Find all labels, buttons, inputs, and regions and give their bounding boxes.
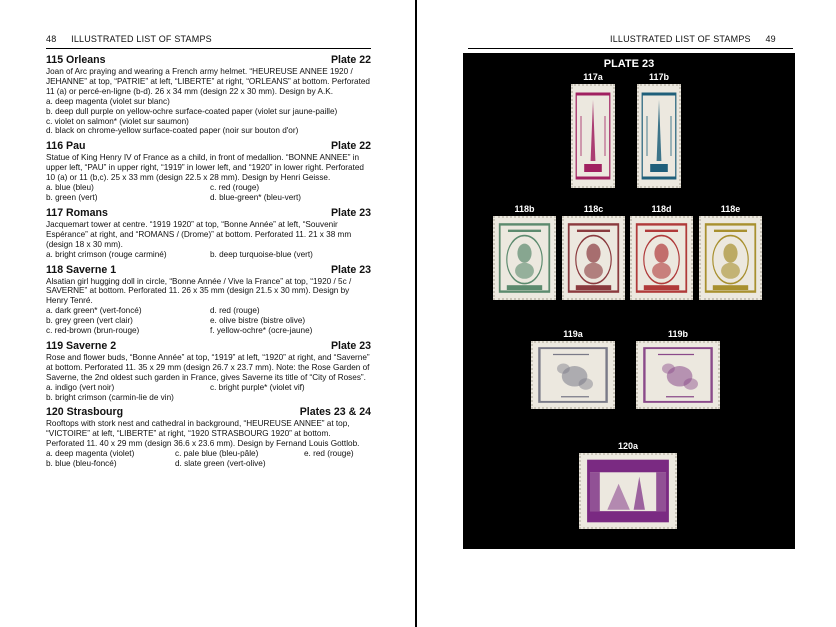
variety-item: a. bright crimson (rouge carminé) [46, 249, 167, 259]
entry-description: Joan of Arc praying and wearing a French army helmet. “HEUREUSE ANNEE 1920 / JEHANNE” at top, “PATRIE” at left, “LIBERTE” at right, “ORLEANS” at bottom. Perforated 11 (a) or percé-en-ligne (b-d). 26 x 34 mm (design 22 x 30 mm). Design by A.K. [46, 67, 370, 96]
entry-description: Jacquemart tower at centre. “1919 1920” at top, “Bonne Année” at left, “Souvenir Espérance” at right, and “ROMANS / (Drome)” at bottom. Perforated 11. 21 x 38 mm (design 18 x 30 mm). [46, 219, 352, 249]
right-running-title: ILLUSTRATED LIST OF STAMPS [610, 34, 751, 44]
right-page-number: 49 [765, 34, 776, 44]
catalogue-entry [46, 140, 371, 203]
variety-item: d. black on chrome-yellow surface-coated paper (noir sur bouton d'or) [46, 126, 299, 136]
variety-list [46, 306, 371, 336]
entry-description: Statue of King Henry IV of France as a child, in front of medallion. “BONNE ANNEE” in upper left, “PAU” in upper right, “1919” in lower left, and “1920” in lower right. Perforated 10 (a) or 11 (b,c). 25 x 33 mm (design 22.5 x 28 mm). Design by Henri Geisse. [46, 153, 364, 183]
variety-item: b. deep dull purple on yellow-ochre surface-coated paper (violet sur jaune-paille) [46, 106, 338, 116]
stamp-image [493, 216, 556, 300]
variety-item: b. bright crimson (carmin-lie de vin) [46, 392, 174, 402]
entry-description: Alsatian girl hugging doll in circle, “Bonne Année / Vive la France” at top, “1920 / 5c / SAVERNE” at bottom. Perforated 11. 26 x 35 mm (design 21.5 x 30 mm). Design by Henry Tenré. [46, 276, 352, 306]
entry-heading [46, 340, 371, 353]
page-spine [415, 0, 417, 627]
variety-item: e. red (rouge) [304, 449, 354, 459]
entry-title: 117 Romans [46, 206, 108, 219]
variety-item: b. grey green (vert clair) [46, 316, 133, 326]
catalogue-entry [46, 406, 371, 469]
stamp-image [579, 453, 677, 529]
entry-heading [46, 207, 371, 220]
stamp-label: 118c [583, 204, 604, 214]
entry-title: 120 Strasbourg [46, 406, 124, 419]
variety-item [304, 459, 371, 469]
right-running-head [610, 34, 776, 44]
entry-title: 115 Orleans [46, 54, 106, 66]
variety-item: c. red (rouge) [210, 183, 260, 193]
stamp-label: 118b [514, 204, 535, 214]
stamp-image [630, 216, 693, 300]
entry-plate: Plate 23 [330, 206, 371, 219]
left-running-head [46, 34, 212, 44]
catalogue-entry [46, 340, 371, 403]
variety-item: b. green (vert) [46, 192, 98, 202]
variety-item: a. deep magenta (violet sur blanc) [46, 96, 170, 106]
variety-item [210, 393, 371, 403]
variety-item: c. red-brown (brun-rouge) [46, 326, 140, 336]
variety-item: e. olive bistre (bistre olive) [210, 316, 306, 326]
left-running-title: ILLUSTRATED LIST OF STAMPS [71, 34, 212, 44]
variety-item: b. deep turquoise-blue (vert) [210, 249, 313, 259]
entry-plate: Plate 23 [330, 339, 371, 352]
variety-item: c. bright purple* (violet vif) [210, 382, 305, 392]
plate-title: PLATE 23 [603, 58, 655, 70]
plate-panel [463, 53, 795, 549]
stamp-label: 117b [648, 72, 670, 82]
variety-item: c. violet on salmon* (violet sur saumon) [46, 116, 189, 126]
stamp-label: 118e [720, 204, 741, 214]
entry-title: 119 Saverne 2 [46, 339, 117, 352]
entry-title: 116 Pau [46, 140, 86, 153]
variety-list [46, 97, 371, 137]
stamp-image [637, 84, 681, 188]
entry-heading [46, 140, 371, 153]
variety-list [46, 250, 371, 260]
entry-heading [46, 264, 371, 277]
entry-heading [46, 54, 371, 67]
entry-description: Rooftops with stork nest and cathedral in background, “HEUREUSE ANNEE” at top, “VICTOIRE” at left, “LIBERTE” at right, “1920 STRASBOURG 1920” at bottom. Perforated 11. 40 x 29 mm (design 36.6 x 23.6 mm). Design by Fernand Louis Gottlob. [46, 419, 360, 449]
variety-item: a. deep magenta (violet) [46, 449, 135, 459]
variety-list [46, 383, 371, 403]
right-header-rule [468, 48, 793, 49]
entry-description: Rose and flower buds, “Bonne Année” at top, “1919” at left, “1920” at right, and “Saverne” at bottom. Perforated 11. 35 x 29 mm (design 26.7 x 23.7 mm). Note: the Rose Garden of Saverne, the 2nd oldest such garden in France, gives Saverne its title of “City of Roses”. [46, 352, 370, 382]
catalogue-entry [46, 264, 371, 336]
variety-item: a. indigo (vert noir) [46, 382, 115, 392]
variety-item: a. blue (bleu) [46, 183, 94, 193]
left-page-number: 48 [46, 34, 57, 44]
stamp-label: 119b [667, 329, 689, 339]
variety-item: d. blue-green* (bleu-vert) [210, 192, 302, 202]
entry-plate: Plate 22 [330, 54, 371, 66]
entry-title: 118 Saverne 1 [46, 263, 117, 276]
left-header-rule [46, 48, 371, 49]
stamp-image [531, 341, 615, 409]
variety-item: b. blue (bleu-foncé) [46, 459, 117, 469]
stamp-list [46, 54, 371, 473]
variety-item: a. dark green* (vert-foncé) [46, 306, 142, 316]
variety-item: c. pale blue (bleu-pâle) [175, 449, 259, 459]
variety-item: d. red (rouge) [210, 306, 260, 316]
stamp-image [562, 216, 625, 300]
variety-item: f. yellow-ochre* (ocre-jaune) [210, 326, 313, 336]
stamp-label: 119a [563, 329, 583, 339]
entry-heading [46, 406, 371, 419]
variety-item: d. slate green (vert-olive) [175, 459, 266, 469]
variety-list [46, 183, 371, 203]
stamp-image [699, 216, 762, 300]
catalogue-entry [46, 207, 371, 260]
entry-plate: Plate 23 [330, 263, 371, 276]
stamp-image [571, 84, 615, 188]
stamp-image [636, 341, 720, 409]
variety-list [46, 449, 371, 469]
catalogue-entry [46, 54, 371, 136]
stamp-label: 118d [651, 204, 672, 214]
entry-plate: Plate 22 [330, 140, 371, 153]
stamp-label: 120a [617, 441, 639, 451]
stamp-label: 117a [583, 72, 603, 82]
entry-plate: Plates 23 & 24 [299, 406, 371, 419]
